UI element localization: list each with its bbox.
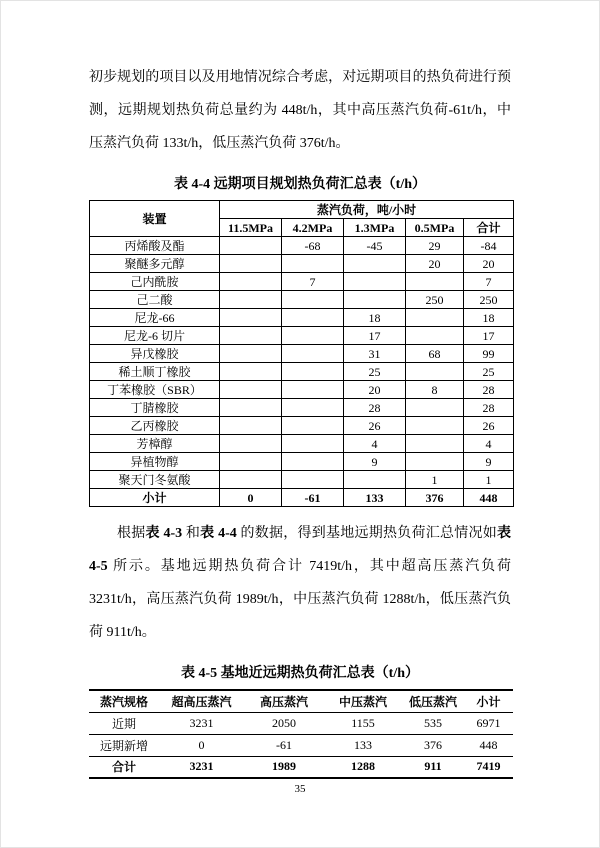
t44-value-cell: 17 — [464, 327, 514, 345]
t44-value-cell: 25 — [464, 363, 514, 381]
t44-value-cell: 4 — [344, 435, 406, 453]
t44-value-cell — [220, 381, 282, 399]
table-row — [90, 471, 514, 489]
table-row — [90, 309, 514, 327]
t44-value-cell — [282, 345, 344, 363]
t44-device-cell: 己二酸 — [90, 291, 220, 309]
t44-device-cell: 异戊橡胶 — [90, 345, 220, 363]
table-row — [90, 381, 514, 399]
t44-value-cell — [344, 291, 406, 309]
t44-value-cell — [220, 417, 282, 435]
t44-device-cell: 异植物醇 — [90, 453, 220, 471]
t44-value-cell: 28 — [464, 399, 514, 417]
t44-value-cell: 26 — [344, 417, 406, 435]
table-row — [90, 399, 514, 417]
t45-value-cell: -61 — [244, 734, 324, 756]
t44-device-cell: 己内酰胺 — [90, 273, 220, 291]
t45-value-cell: 0 — [159, 734, 244, 756]
t44-value-cell: 18 — [344, 309, 406, 327]
t45-label-cell: 合计 — [111, 760, 136, 775]
t44-value-cell: 250 — [464, 291, 514, 309]
t44-value-cell — [282, 309, 344, 327]
t44-col-header: 4.2MPa — [282, 219, 344, 237]
t44-col-header: 0.5MPa — [406, 219, 464, 237]
t44-value-cell: 99 — [464, 345, 514, 363]
t44-value-cell: -45 — [344, 237, 406, 255]
t44-value-cell — [282, 291, 344, 309]
t44-value-cell — [282, 471, 344, 489]
t44-value-cell — [282, 381, 344, 399]
t44-value-cell — [220, 327, 282, 345]
table-row — [90, 363, 514, 381]
table-ref-4-4: 表 4-4 — [200, 526, 237, 541]
t44-value-cell — [220, 435, 282, 453]
t44-value-cell — [282, 453, 344, 471]
t45-col-header: 小计 — [464, 690, 513, 712]
t44-device-cell: 芳樟醇 — [90, 435, 220, 453]
table-4-4-title: 表 4-4 远期项目规划热负荷汇总表（t/h） — [174, 177, 426, 192]
t44-value-cell: 26 — [464, 417, 514, 435]
t44-value-cell: -84 — [464, 237, 514, 255]
t45-value-cell: 3231 — [159, 712, 244, 734]
t44-value-cell — [282, 399, 344, 417]
t44-device-cell: 丁苯橡胶（SBR） — [90, 381, 220, 399]
t44-corner-header: 装置 — [90, 201, 220, 237]
table-4-5-title: 表 4-5 基地近远期热负荷汇总表（t/h） — [181, 666, 419, 681]
t44-device-cell: 稀土顺丁橡胶 — [90, 363, 220, 381]
t44-value-cell — [282, 417, 344, 435]
t45-value-cell: 1288 — [351, 759, 375, 774]
t44-value-cell: 376 — [406, 489, 464, 507]
t44-value-cell — [406, 435, 464, 453]
table-ref-4-3: 表 4-3 — [145, 526, 183, 541]
t44-value-cell — [406, 309, 464, 327]
t45-col-header: 低压蒸汽 — [402, 690, 464, 712]
t44-value-cell: 68 — [406, 345, 464, 363]
t44-device-cell: 尼龙-66 — [90, 309, 220, 327]
t45-value-cell: 1989 — [272, 759, 296, 774]
t44-value-cell: 1 — [406, 471, 464, 489]
paragraph-2-text: 所示。基地远期热负荷合计 7419t/h，其中超高压蒸汽负荷 3231t/h，高压蒸汽负荷 1989t/h，中压蒸汽负荷 1288t/h，低压蒸汽负荷 911t/h。 — [89, 559, 511, 640]
table-row — [89, 734, 513, 756]
t44-value-cell — [406, 363, 464, 381]
t44-value-cell: 8 — [406, 381, 464, 399]
t44-value-cell: 25 — [344, 363, 406, 381]
t44-value-cell — [406, 453, 464, 471]
t44-value-cell: 20 — [344, 381, 406, 399]
t44-value-cell — [220, 363, 282, 381]
table-header-row — [89, 690, 513, 712]
table-row — [90, 255, 514, 273]
table-row — [90, 273, 514, 291]
t44-value-cell: 1 — [464, 471, 514, 489]
t44-value-cell — [220, 255, 282, 273]
table-ref-4-5: 表 4-5 — [89, 526, 511, 574]
t45-value-cell: 133 — [324, 734, 402, 756]
t44-value-cell — [282, 435, 344, 453]
paragraph-2-text: 和 — [182, 526, 201, 541]
paragraph-2 — [89, 517, 511, 649]
t44-value-cell: 17 — [344, 327, 406, 345]
table-4-5 — [89, 689, 513, 779]
table-row — [90, 453, 514, 471]
t45-value-cell: 3231 — [189, 759, 214, 774]
t44-value-cell — [344, 471, 406, 489]
t44-value-cell — [406, 273, 464, 291]
table-row — [90, 327, 514, 345]
t44-value-cell: 18 — [464, 309, 514, 327]
t44-device-cell: 丁腈橡胶 — [90, 399, 220, 417]
paragraph-2-text: 的数据，得到基地远期热负荷汇总情况如 — [236, 526, 497, 541]
t44-value-cell — [220, 345, 282, 363]
t44-value-cell — [220, 399, 282, 417]
t45-col-header: 蒸汽规格 — [89, 690, 159, 712]
paragraph-1: 初步规划的项目以及用地情况综合考虑，对远期项目的热负荷进行预测，远期规划热负荷总量约为 448t/h，其中高压蒸汽负荷-61t/h，中压蒸汽负荷 133t/h，低压蒸汽负荷 376t/h。 — [89, 70, 511, 151]
t44-value-cell: 20 — [406, 255, 464, 273]
table-row — [90, 435, 514, 453]
t45-value-cell: 911 — [424, 759, 442, 774]
t44-value-cell — [406, 399, 464, 417]
t45-col-header: 超高压蒸汽 — [159, 690, 244, 712]
table-row — [90, 345, 514, 363]
t44-value-cell — [344, 255, 406, 273]
t45-value-cell: 448 — [464, 734, 513, 756]
table-row — [90, 291, 514, 309]
t44-value-cell — [220, 273, 282, 291]
t45-label-cell: 远期新增 — [89, 734, 159, 756]
table-row — [90, 417, 514, 435]
t44-device-cell: 尼龙-6 切片 — [90, 327, 220, 345]
t44-value-cell: 250 — [406, 291, 464, 309]
paragraph-2-text: 根据 — [117, 526, 146, 541]
t44-value-cell — [220, 471, 282, 489]
t44-value-cell: 20 — [464, 255, 514, 273]
t44-value-cell — [282, 363, 344, 381]
t44-col-header: 11.5MPa — [220, 219, 282, 237]
t44-value-cell: -68 — [282, 237, 344, 255]
t45-col-header: 中压蒸汽 — [324, 690, 402, 712]
t44-group-header: 蒸汽负荷，吨/小时 — [220, 201, 514, 219]
t44-device-cell: 丙烯酸及酯 — [90, 237, 220, 255]
t44-col-header: 1.3MPa — [344, 219, 406, 237]
table-header-row — [90, 201, 514, 219]
t44-value-cell: 31 — [344, 345, 406, 363]
t44-value-cell — [344, 273, 406, 291]
t45-label-cell: 近期 — [89, 712, 159, 734]
t44-value-cell — [406, 327, 464, 345]
t44-col-header: 合计 — [464, 219, 514, 237]
t44-value-cell: 28 — [344, 399, 406, 417]
table-total-row — [90, 489, 514, 507]
t44-value-cell: -61 — [282, 489, 344, 507]
t45-value-cell: 6971 — [464, 712, 513, 734]
t44-value-cell — [220, 453, 282, 471]
table-row — [89, 712, 513, 734]
t44-value-cell: 7 — [282, 273, 344, 291]
t45-value-cell: 376 — [402, 734, 464, 756]
t44-device-cell: 乙丙橡胶 — [90, 417, 220, 435]
t44-value-cell: 0 — [220, 489, 282, 507]
t44-value-cell: 133 — [344, 489, 406, 507]
t44-value-cell — [406, 417, 464, 435]
t44-value-cell — [220, 291, 282, 309]
t44-value-cell — [220, 237, 282, 255]
t45-col-header: 高压蒸汽 — [244, 690, 324, 712]
t44-value-cell — [282, 255, 344, 273]
t44-value-cell: 448 — [464, 489, 514, 507]
t44-value-cell: 29 — [406, 237, 464, 255]
t44-value-cell: 28 — [464, 381, 514, 399]
t45-value-cell: 2050 — [244, 712, 324, 734]
table-row — [90, 237, 514, 255]
t44-value-cell — [220, 309, 282, 327]
t44-value-cell: 9 — [464, 453, 514, 471]
t45-value-cell: 1155 — [324, 712, 402, 734]
t44-value-cell — [282, 327, 344, 345]
table-total-row — [89, 756, 513, 778]
t45-value-cell: 535 — [402, 712, 464, 734]
table-4-4 — [89, 200, 514, 507]
t44-device-cell: 聚醚多元醇 — [90, 255, 220, 273]
t44-device-cell: 聚天门冬氨酸 — [90, 471, 220, 489]
t44-value-cell: 4 — [464, 435, 514, 453]
t44-value-cell: 7 — [464, 273, 514, 291]
t44-device-cell: 小计 — [90, 489, 220, 507]
t44-value-cell: 9 — [344, 453, 406, 471]
page-number: 35 — [294, 783, 306, 795]
t45-value-cell: 7419 — [476, 759, 501, 774]
